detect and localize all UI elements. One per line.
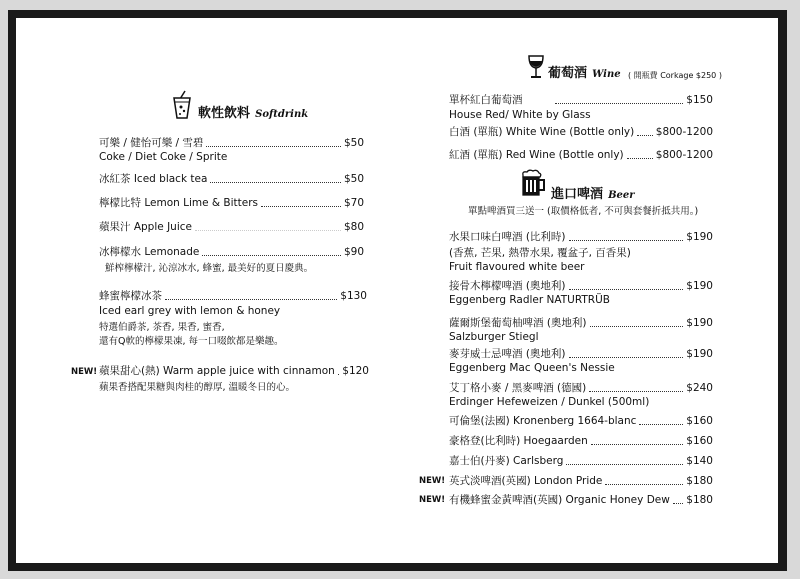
item-price: $180 [686, 475, 713, 487]
softdrink-title-cn: 軟性飲料 [198, 106, 251, 121]
item-name: 豪格登(比利時) Hoegaarden [449, 435, 588, 447]
item-price: $140 [686, 455, 713, 467]
new-badge: NEW! [419, 495, 446, 505]
item-name: 英式淡啤酒(英國) London Pride [449, 475, 603, 487]
item-desc: 特選伯爵茶, 茶香, 果香, 蜜香, [99, 322, 225, 333]
item-desc: 還有Q軟的檸檬果凍, 每一口啜飲都是樂趣。 [99, 336, 284, 347]
beer-promo-note: 單點啤酒買三送一 (取價格低者, 不可與套餐折抵共用。) [468, 206, 699, 217]
item-price: $80 [343, 221, 364, 233]
item-price: $120 [342, 365, 369, 377]
item-desc: Coke / Diet Coke / Sprite [99, 151, 228, 163]
new-badge: NEW! [71, 367, 98, 377]
item-desc: Eggenberg Mac Queen's Nessie [449, 362, 615, 374]
item-desc: 鮮榨檸檬汁, 沁涼冰水, 蜂蜜, 最美好的夏日慶典。 [105, 263, 314, 274]
menu-item [449, 126, 713, 139]
item-desc: Erdinger Hefeweizen / Dunkel (500ml) [449, 396, 650, 408]
menu-item [449, 382, 713, 395]
item-name: 蜂蜜檸檬冰茶 [99, 290, 162, 302]
menu-item [99, 173, 364, 186]
wine-title-en: Wine [592, 69, 621, 80]
menu-item [449, 149, 713, 162]
softdrink-heading [198, 102, 308, 121]
item-desc: Fruit flavoured white beer [449, 261, 585, 273]
item-price: $70 [343, 197, 364, 209]
item-name: 檸檬比特 Lemon Lime & Bitters [99, 197, 259, 209]
item-name: 單杯紅白葡萄酒 [449, 94, 523, 106]
item-desc: Salzburger Stiegl [449, 331, 539, 343]
item-price: $180 [686, 494, 713, 506]
item-name: 可倫堡(法國) Kronenberg 1664-blanc [449, 415, 637, 427]
item-price: $190 [686, 348, 713, 360]
item-price: $800-1200 [655, 126, 713, 138]
item-price: $90 [343, 246, 364, 258]
item-price: $130 [340, 290, 367, 302]
item-price: $160 [686, 435, 713, 447]
item-name: 可樂 / 健怡可樂 / 雪碧 [99, 137, 204, 149]
beer-heading [551, 183, 635, 202]
menu-item [449, 231, 713, 244]
beer-title-en: Beer [608, 190, 635, 201]
menu-item [99, 197, 364, 210]
menu-item [99, 221, 364, 234]
item-price: $190 [686, 280, 713, 292]
new-badge: NEW! [419, 476, 446, 486]
menu-item [449, 348, 713, 361]
menu-item [449, 455, 713, 468]
item-price: $150 [686, 94, 713, 106]
item-name: 薩爾斯堡葡萄柚啤酒 (奧地利) [449, 317, 587, 329]
item-price: $800-1200 [655, 149, 713, 161]
item-name: 蘋果汁 Apple Juice [99, 221, 192, 233]
menu-item [449, 435, 713, 448]
item-price: $190 [686, 317, 713, 329]
menu-item [99, 365, 369, 378]
corkage-note: ( 開瓶費 Corkage $250 ) [628, 71, 722, 80]
item-desc: (香蕉, 芒果, 熱帶水果, 覆盆子, 百香果) [449, 247, 631, 259]
item-desc: Iced earl grey with lemon & honey [99, 305, 281, 317]
softdrink-glass-icon [171, 90, 193, 124]
item-name: 蘋果甜心(熱) Warm apple juice with cinnamon [99, 365, 335, 377]
item-price: $240 [686, 382, 713, 394]
item-name: 水果口味白啤酒 (比利時) [449, 231, 566, 243]
item-name: 冰檸檬水 Lemonade [99, 246, 200, 258]
wine-glass-icon [527, 54, 545, 84]
menu-item [449, 317, 713, 330]
item-desc: 蘋果香搭配果糖與肉桂的醇厚, 溫暖冬日的心。 [99, 382, 296, 393]
item-price: $190 [686, 231, 713, 243]
wine-heading [548, 62, 621, 81]
wine-title-cn: 葡萄酒 [548, 66, 588, 81]
item-price: $50 [343, 173, 364, 185]
menu-item [99, 246, 364, 259]
item-name: 冰紅茶 Iced black tea [99, 173, 208, 185]
item-price: $160 [686, 415, 713, 427]
beer-title-cn: 進口啤酒 [551, 187, 604, 202]
item-name: 白酒 (單瓶) White Wine (Bottle only) [449, 126, 635, 138]
menu-item [449, 415, 713, 428]
item-name: 有機蜂蜜金黃啤酒(英國) Organic Honey Dew [449, 494, 670, 506]
item-name: 麥芽威士忌啤酒 (奧地利) [449, 348, 566, 360]
menu-item [449, 280, 713, 293]
item-name: 艾丁格小麥 / 黑麥啤酒 (德國) [449, 382, 587, 394]
menu-page [16, 18, 778, 563]
menu-item [449, 94, 713, 107]
menu-item [99, 137, 364, 150]
item-desc: House Red/ White by Glass [449, 109, 591, 121]
menu-item [99, 290, 367, 303]
item-name: 嘉士伯(丹麥) Carlsberg [449, 455, 564, 467]
menu-item [449, 494, 713, 507]
item-name: 接骨木檸檬啤酒 (奧地利) [449, 280, 566, 292]
menu-item [449, 475, 713, 488]
item-desc: Eggenberg Radler NATURTRÜB [449, 294, 610, 306]
item-name: 紅酒 (單瓶) Red Wine (Bottle only) [449, 149, 624, 161]
item-price: $50 [343, 137, 364, 149]
beer-mug-icon [520, 169, 546, 201]
softdrink-title-en: Softdrink [255, 109, 309, 120]
